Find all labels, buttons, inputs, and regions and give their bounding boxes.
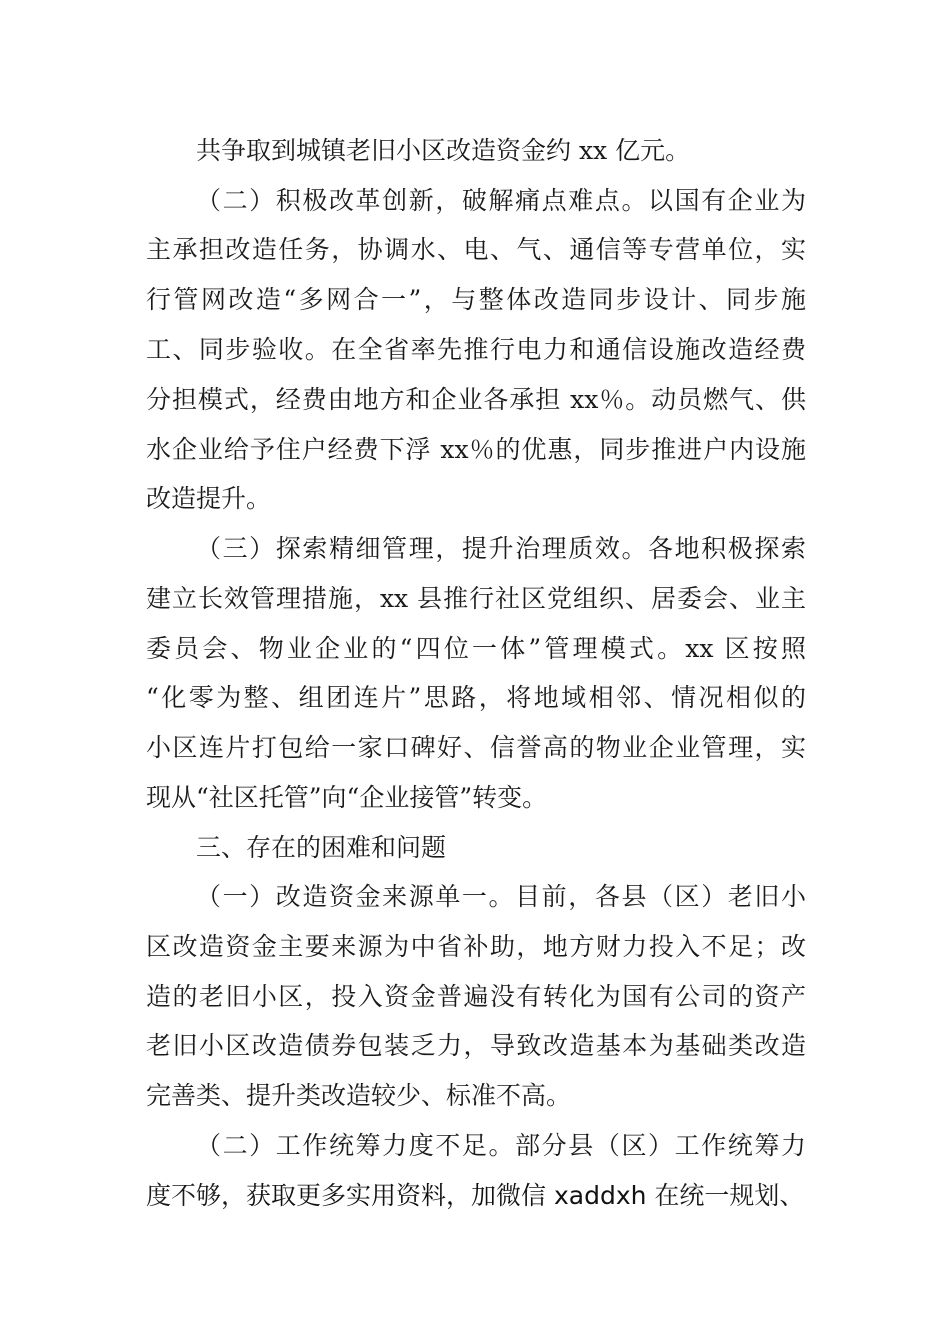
paragraph-line: 建立长效管理措施，xx 县推行社区党组织、居委会、业主 <box>146 584 806 613</box>
paragraph-line: 改造提升。 <box>146 484 272 513</box>
line-text-after: 在统一规划、 <box>646 1181 805 1210</box>
paragraph-line-with-promo <box>146 1176 806 1216</box>
paragraph-line: 主承担改造任务，协调水、电、气、通信等专营单位，实 <box>146 235 806 264</box>
paragraph-line: 委员会、物业企业的“四位一体”管理模式。xx 区按照 <box>146 634 806 663</box>
paragraph-line: 小区连片打包给一家口碑好、信誉高的物业企业管理，实 <box>146 733 806 762</box>
paragraph-line: （二）工作统筹力度不足。部分县（区）工作统筹力 <box>196 1131 806 1160</box>
paragraph-line: 工、同步验收。在全省率先推行电力和通信设施改造经费 <box>146 335 806 364</box>
paragraph-line: 分担模式，经费由地方和企业各承担 xx％。动员燃气、供 <box>146 385 806 414</box>
promo-text: 获取更多实用资料，加微信 xaddxh <box>246 1181 647 1210</box>
paragraph-line: （二）积极改革创新，破解痛点难点。以国有企业为 <box>196 186 806 215</box>
paragraph-line: （一）改造资金来源单一。目前，各县（区）老旧小 <box>196 882 806 911</box>
section-heading: 三、存在的困难和问题 <box>196 833 447 862</box>
paragraph-line: 共争取到城镇老旧小区改造资金约 xx 亿元。 <box>196 136 691 165</box>
line-text-before: 度不够， <box>146 1181 247 1210</box>
paragraph-line: “化零为整、组团连片”思路，将地域相邻、情况相似的 <box>146 683 806 712</box>
paragraph-line: 区改造资金主要来源为中省补助，地方财力投入不足；改 <box>146 932 806 961</box>
paragraph-line: （三）探索精细管理，提升治理质效。各地积极探索 <box>196 534 806 563</box>
paragraph-line: 现从“社区托管”向“企业接管”转变。 <box>146 783 548 812</box>
paragraph-line: 完善类、提升类改造较少、标准不高。 <box>146 1081 572 1110</box>
paragraph-line: 行管网改造“多网合一”，与整体改造同步设计、同步施 <box>146 285 806 314</box>
paragraph-line: 老旧小区改造债券包装乏力，导致改造基本为基础类改造 <box>146 1031 806 1060</box>
paragraph-line: 水企业给予住户经费下浮 xx％的优惠，同步推进户内设施 <box>146 435 806 464</box>
paragraph-line: 造的老旧小区，投入资金普遍没有转化为国有公司的资产 <box>146 982 806 1011</box>
